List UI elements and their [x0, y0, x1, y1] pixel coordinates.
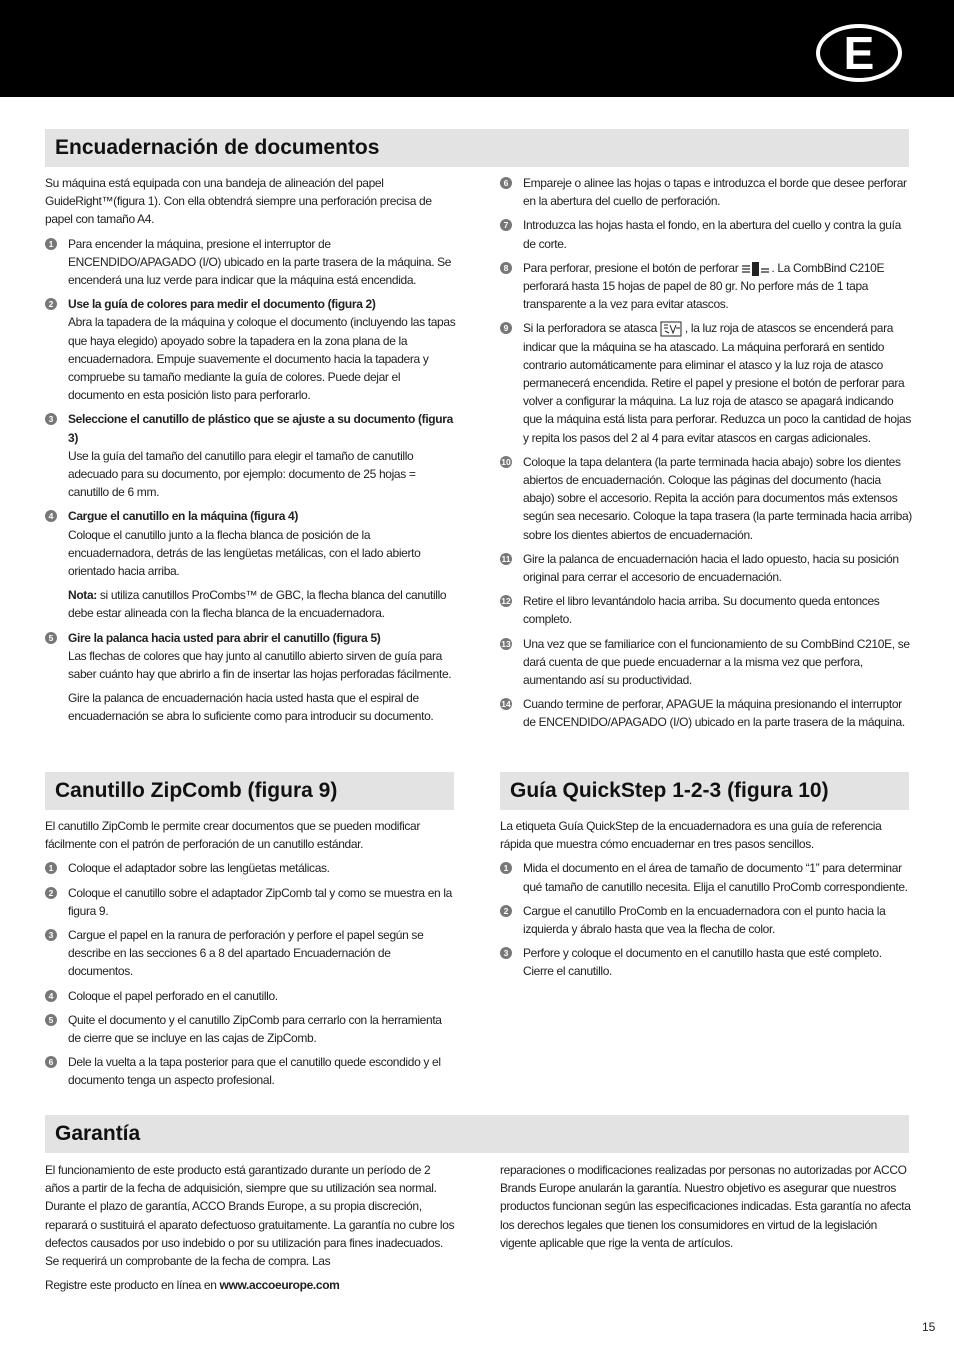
language-badge: E — [816, 24, 902, 82]
step-text: Quite el documento y el canutillo ZipComb para cerrarlo con la herramienta de cierre que se incluye en las cajas de ZipComb. — [68, 1012, 442, 1046]
step-text: Mida el documento en el área de tamaño de documento “1” para determinar qué tamaño de canutillo necesita. Elija el canutillo ProComb correspondiente. — [523, 861, 908, 894]
quickstep-column — [500, 817, 912, 987]
binding-right-column — [500, 174, 912, 738]
step-number-badge: 11 — [501, 553, 511, 564]
step-number-badge: 14 — [501, 699, 511, 710]
step-number-badge: 3 — [500, 947, 512, 959]
register-text: Registre este producto en línea en — [45, 1278, 220, 1293]
binding-step-1 — [45, 235, 457, 290]
warranty-left-column — [45, 1161, 457, 1300]
step-text: Abra la tapadera de la máquina y coloque el documento (incluyendo las tapas que haya elegido) apoyado sobre la tapadera en la zona plana de la encuadernadora. Empuje suavemente el documento hacia la tapadera y compruebe su tamaño mediante la guía de colores. Puede dejar el documento en esta posición listo para perforarlo. — [68, 315, 456, 403]
zipcomb-step-5 — [45, 1011, 457, 1047]
binding-step-11 — [500, 550, 912, 586]
step-number-badge: 3 — [45, 929, 57, 941]
step-number-badge: 1 — [45, 862, 57, 874]
step-text: Coloque el canutillo sobre el adaptador ZipComb tal y como se muestra en la figura 9. — [68, 885, 452, 918]
step-text-post: . La CombBind C210E perforará hasta 15 hojas de papel de 80 gr. No perfore más de 1 tapa transparente a la vez para evitar atascos. — [523, 260, 885, 312]
binding-step-7 — [500, 216, 912, 252]
step-text: Perfore y coloque el documento en el canutillo hasta que esté completo. Cierre el canutillo. — [523, 946, 882, 979]
zipcomb-step-3 — [45, 926, 457, 981]
binding-step-13 — [500, 635, 912, 690]
step-number-badge: 2 — [45, 298, 57, 310]
step-text: Para encender la máquina, presione el interruptor de ENCENDIDO/APAGADO (I/O) ubicado en la parte trasera de la máquina. Se encenderá una luz verde para indicar que la máquina está encendida. — [68, 236, 452, 288]
warranty-text-right: reparaciones o modificaciones realizadas por personas no autorizadas por ACCO Brands Europe anularán la garantía. Nuestro objetivo es asegurar que nuestros productos funcionan según las especificaciones indicadas. Esta garantía no afecta los derechos legales que tienen los consumidores en virtud de la legislación vigente aplicable que rige la venta de artículos. — [500, 1163, 911, 1250]
page-number: 15 — [922, 1320, 936, 1334]
step-number-badge: 2 — [45, 887, 57, 899]
warranty-right-column — [500, 1161, 912, 1258]
quickstep-step-1 — [500, 859, 912, 895]
step-text: Gire la palanca de encuadernación hacia el lado opuesto, hacia su posición original para cerrar el accesorio de encuadernación. — [523, 551, 899, 585]
jam-icon — [660, 321, 682, 337]
step-number-badge: 4 — [45, 990, 57, 1002]
step-number-badge: 4 — [45, 510, 57, 522]
note-label: Nota: — [68, 588, 97, 603]
step-text-pre: Si la perforadora se atasca — [523, 321, 660, 336]
step-number-badge: 1 — [45, 238, 57, 250]
step-number-badge: 1 — [500, 862, 512, 874]
step-text: Cuando termine de perforar, APAGUE la máquina presionando el interruptor de ENCENDIDO/APAGADO (I/O) ubicado en la parte trasera de la máquina. — [523, 697, 905, 730]
binding-step-3 — [45, 410, 457, 501]
binding-step-9 — [500, 319, 912, 446]
step-number-badge: 2 — [500, 905, 512, 917]
step-heading: Use la guía de colores para medir el documento (figura 2) — [68, 297, 376, 312]
register-link[interactable]: www.accoeurope.com — [219, 1278, 340, 1293]
header-bar — [0, 0, 954, 97]
binding-step-6 — [500, 174, 912, 210]
step-text: Cargue el papel en la ranura de perforación y perfore el papel según se describe en las secciones 6 a 8 del apartado Encuadernación de documentos. — [68, 928, 424, 979]
step-text: Retire el libro levantándolo hacia arriba. Su documento queda entonces completo. — [523, 594, 880, 627]
binding-step-10 — [500, 453, 912, 544]
binding-step-4 — [45, 507, 457, 622]
quickstep-step-3 — [500, 944, 912, 980]
binding-step-14 — [500, 695, 912, 731]
step-number-badge: 9 — [500, 322, 512, 334]
step-heading: Cargue el canutillo en la máquina (figura 4) — [68, 509, 298, 524]
step-text-pre: Para perforar, presione el botón de perforar — [523, 260, 742, 275]
section-title-quickstep: Guía QuickStep 1-2-3 (figura 10) — [500, 772, 909, 810]
step-text: Una vez que se familiarice con el funcionamiento de su CombBind C210E, se dará cuenta de que puede encuadernar a la misma vez que perfora, aumentando así su productividad. — [523, 636, 910, 688]
zipcomb-step-6 — [45, 1053, 457, 1089]
note-text: si utiliza canutillos ProCombs™ de GBC, la flecha blanca del canutillo debe estar alineada con la flecha blanca de la encuadernadora. — [68, 588, 447, 621]
step-text-post: , la luz roja de atascos se encenderá para indicar que la máquina se ha atascado. La máquina perforará en sentido contrario automáticamente para eliminar el atasco y la luz roja de atasco permanecerá encendida. Retire el papel y presione el botón de perforar para volver a configurar la máquina. La luz roja de atasco se apagará indicando que la máquina está lista para perforar. Reduzca un poco la cantidad de hojas y repita los pasos del 2 al 4 para evitar atascos en cargas adicionales. — [523, 321, 911, 445]
binding-step-5 — [45, 629, 457, 726]
step-text: Use la guía del tamaño del canutillo para elegir el tamaño de canutillo adecuado para su documento, por ejemplo: documento de 25 hojas = canutillo de 6 mm. — [68, 448, 416, 500]
step-number-badge: 8 — [500, 262, 512, 274]
warranty-register — [45, 1276, 457, 1294]
step-number-badge: 7 — [500, 219, 512, 231]
step-text-secondary: Gire la palanca de encuadernación hacia usted hasta que el espiral de encuadernación se abra lo suficiente como para introducir su documento. — [68, 691, 434, 724]
step-number-badge: 6 — [500, 177, 512, 189]
step-number-badge: 6 — [45, 1056, 57, 1068]
step-heading: Gire la palanca hacia usted para abrir el canutillo (figura 5) — [68, 630, 381, 645]
binding-step-2 — [45, 295, 457, 404]
step-text: Cargue el canutillo ProComb en la encuadernadora con el punto hacia la izquierda y ábralo hasta que vea la flecha de color. — [523, 903, 886, 937]
zipcomb-step-1 — [45, 859, 457, 877]
zipcomb-intro: El canutillo ZipComb le permite crear documentos que se pueden modificar fácilmente con el patrón de perforación de un canutillo estándar. — [45, 819, 421, 852]
section-title-binding: Encuadernación de documentos — [45, 129, 909, 167]
step-text: Coloque el papel perforado en el canutillo. — [68, 988, 278, 1003]
quickstep-intro: La etiqueta Guía QuickStep de la encuadernadora es una guía de referencia rápida que muestra cómo encuadernar en tres pasos sencillos. — [500, 819, 882, 852]
binding-intro: Su máquina está equipada con una bandeja de alineación del papel GuideRight™(figura 1). Con ella obtendrá siempre una perforación precisa de papel con tamaño A4. — [45, 176, 432, 227]
step-text: Empareje o alinee las hojas o tapas e introduzca el borde que desee perforar en la abertura del cuello de perforación. — [523, 176, 907, 209]
step-text: Dele la vuelta a la tapa posterior para que el canutillo quede escondido y el documento tenga un aspecto profesional. — [68, 1055, 441, 1088]
punch-button-icon — [741, 261, 771, 277]
step-heading: Seleccione el canutillo de plástico que se ajuste a su documento (figura 3) — [68, 412, 453, 445]
step-text: Coloque el canutillo junto a la flecha blanca de posición de la encuadernadora, detrás de las lengüetas metálicas, con el lado abierto orientado hacia arriba. — [68, 527, 421, 579]
step-text: Coloque el adaptador sobre las lengüetas metálicas. — [68, 861, 330, 876]
zipcomb-column — [45, 817, 457, 1096]
binding-step-8 — [500, 259, 912, 314]
step-number-badge: 3 — [45, 413, 57, 425]
step-number-badge: 13 — [501, 638, 511, 649]
step-number-badge: 12 — [501, 596, 511, 607]
step-number-badge: 5 — [45, 1014, 57, 1026]
step-number-badge: 5 — [45, 632, 57, 644]
section-title-zipcomb: Canutillo ZipComb (figura 9) — [45, 772, 454, 810]
step-text: Introduzca las hojas hasta el fondo, en la abertura del cuello y contra la guía de corte. — [523, 218, 901, 251]
step-text: Las flechas de colores que hay junto al canutillo abierto sirven de guía para saber cuánto hay que abrirlo a fin de insertar las hojas perforadas fácilmente. — [68, 648, 452, 682]
warranty-text-left: El funcionamiento de este producto está garantizado durante un período de 2 años a partir de la fecha de adquisición, siempre que su utilización sea normal. Durante el plazo de garantía, ACCO Brands Europe, a su propia discreción, reparará o sustituirá el aparato defectuoso gratuitamente. La garantía no cubre los defectos causados por uso indebido o por su utilización para fines inadecuados. Se requerirá un comprobante de la fecha de compra. Las — [45, 1163, 455, 1269]
binding-left-column — [45, 174, 457, 732]
binding-step-12 — [500, 592, 912, 628]
step-note — [68, 586, 457, 622]
step-number-badge: 10 — [501, 456, 511, 467]
zipcomb-step-2 — [45, 884, 457, 920]
zipcomb-step-4 — [45, 987, 457, 1005]
quickstep-step-2 — [500, 902, 912, 938]
section-title-warranty: Garantía — [45, 1115, 909, 1153]
step-text: Coloque la tapa delantera (la parte terminada hacia abajo) sobre los dientes abiertos de encuadernación. Coloque las páginas del documento (hacia abajo) sobre el accesorio. Repita la acción para documentos más extensos según sea necesario. Coloque la tapa trasera (la parte terminada hacia arriba) sobre los dientes abiertos de encuadernación. — [523, 454, 912, 542]
